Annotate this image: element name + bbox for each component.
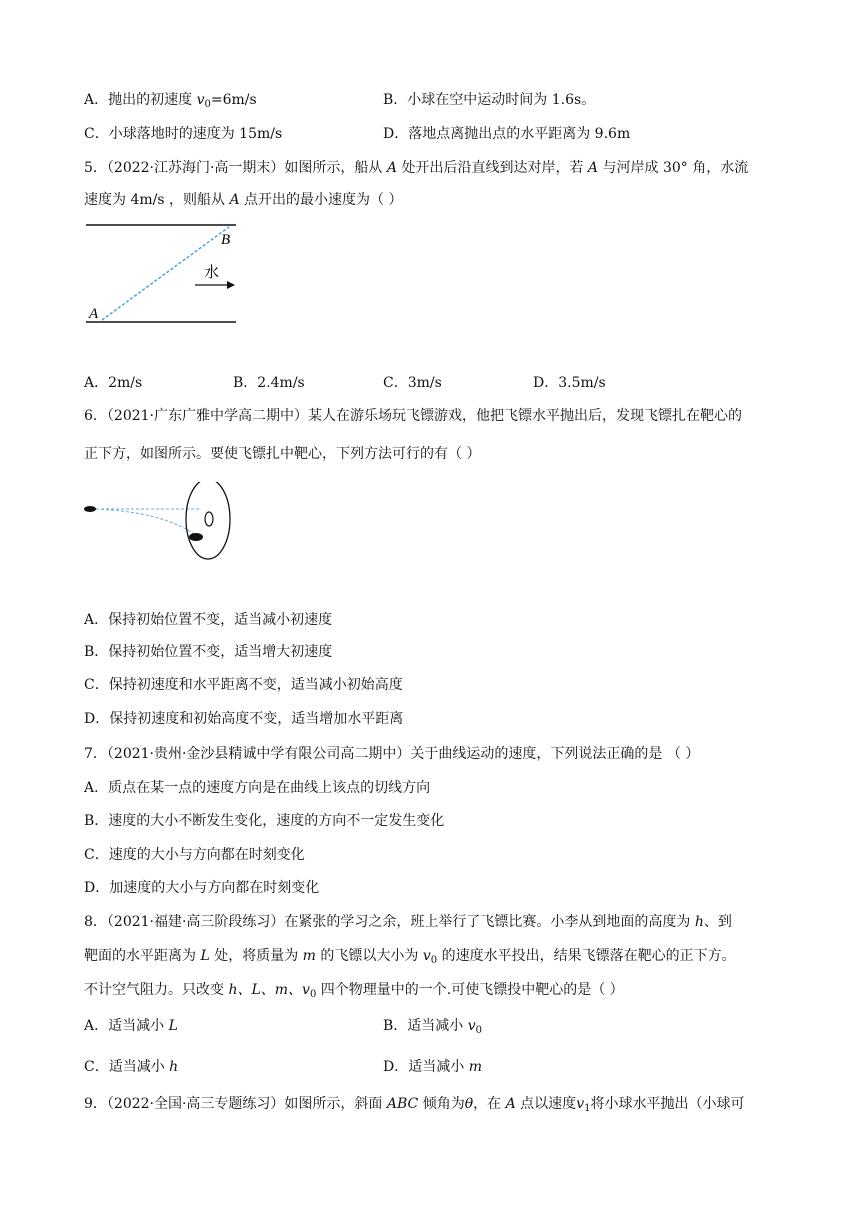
q7-option-a: A．质点在某一点的速度方向是在曲线上该点的切线方向 (84, 780, 431, 796)
q4-option-c: C．小球落地时的速度为 15m/s (84, 126, 283, 142)
q4-option-d: D．落地点离抛出点的水平距离为 9.6m (383, 126, 631, 142)
q9-stem-line1: 9．（2022·全国·高三专题练习）如图所示，斜面 ABC 倾角为θ，在 A 点以速度$v_1$将小球水平抛出（小球可 (84, 1096, 745, 1114)
q5-option-b: B．2.4m/s (233, 375, 305, 391)
q5-river-figure (84, 220, 244, 330)
q7-option-d: D．加速度的大小与方向都在时刻变化 (84, 880, 320, 896)
label-water: 水 (204, 263, 220, 281)
q6-option-b: B．保持初始位置不变，适当增大初速度 (84, 644, 333, 660)
label-b: B (221, 232, 231, 248)
q6-stem-line1: 6．（2021·广东广雅中学高二期中）某人在游乐场玩飞镖游戏，他把飞镖水平抛出后，发现飞镖扎在靶心的 (84, 408, 742, 424)
q6-dart-figure (82, 482, 237, 572)
q4-option-a: A．抛出的初速度 $v_0=6m/s$ (84, 92, 257, 110)
q6-stem-line2: 正下方，如图所示。要使飞镖扎中靶心，下列方法可行的有（ ） (84, 446, 481, 462)
q7-option-b: B．速度的大小不断发生变化，速度的方向不一定发生变化 (84, 813, 445, 829)
q5-option-d: D．3.5m/s (533, 375, 606, 391)
q8-stem-line2: 靶面的水平距离为 L 处，将质量为 m 的飞镖以大小为 $v_0$ 的速度水平投出，结果飞镖落在靶心的正下方。 (84, 948, 736, 966)
q6-option-d: D．保持初速度和初始高度不变，适当增加水平距离 (84, 711, 404, 727)
curved-path-dashed (96, 509, 194, 534)
q5-stem-line2: 速度为 4m/s ，则船从 A 点开出的最小速度为（ ） (84, 192, 403, 208)
q8-stem-line1: 8．（2021·福建·高三阶段练习）在紧张的学习之余，班上举行了飞镖比赛。小李从到地面的高度为 h、到 (84, 914, 732, 930)
q5-stem-line1: 5．（2022·江苏海门·高一期末）如图所示，船从 A 处开出后沿直线到达对岸，若 A 与河岸成 30° 角，水流 (84, 160, 749, 176)
q5-option-a: A．2m/s (84, 375, 143, 391)
label-a: A (89, 306, 99, 322)
q5-option-c: C．3m/s (383, 375, 442, 391)
target-board (186, 482, 230, 559)
flow-arrow-head (227, 281, 235, 289)
q6-option-a: A．保持初始位置不变，适当减小初速度 (84, 612, 333, 628)
q7-stem: 7．（2021·贵州·金沙县精诚中学有限公司高二期中）关于曲线运动的速度，下列说法正确的是 （ ） (84, 746, 700, 762)
q8-option-b: B．适当减小 $v_0$ (383, 1018, 483, 1036)
q7-option-c: C．速度的大小与方向都在时刻变化 (84, 847, 305, 863)
q8-option-c: C．适当减小 h (84, 1059, 179, 1075)
dart-start-icon (84, 506, 96, 512)
bullseye (205, 512, 213, 526)
q8-option-a: A．适当减小 L (84, 1018, 178, 1034)
q4-option-b: B．小球在空中运动时间为 1.6s。 (383, 92, 596, 108)
q8-option-d: D．适当减小 m (383, 1059, 482, 1075)
dart-stuck-icon (189, 533, 203, 541)
q6-option-c: C．保持初速度和水平距离不变，适当减小初始高度 (84, 677, 403, 693)
q8-stem-line3: 不计空气阻力。只改变 h、L、m、$v_0$ 四个物理量中的一个.可使飞镖投中靶心的是（ ） (84, 982, 624, 1000)
